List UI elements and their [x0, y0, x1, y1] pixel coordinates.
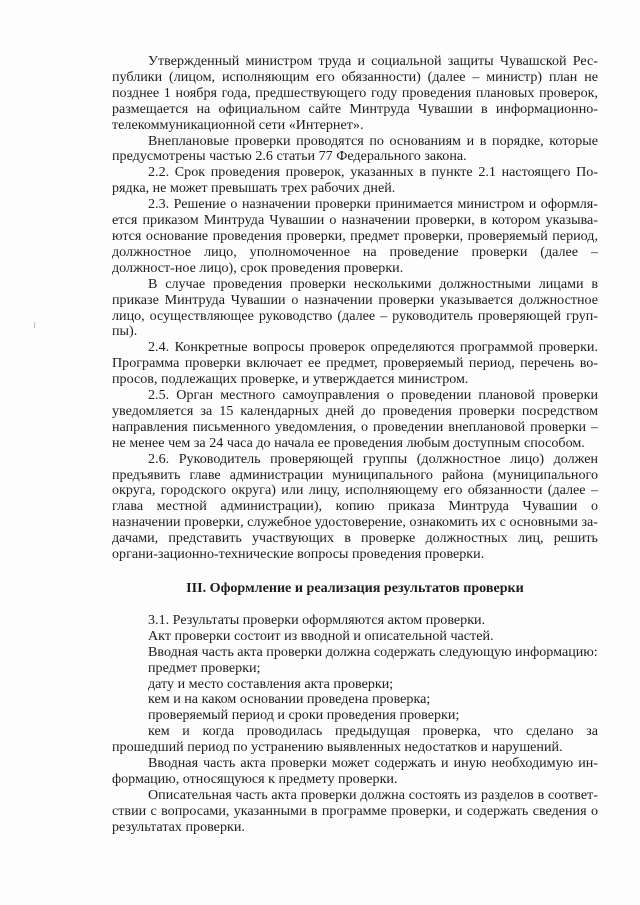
list-item-subject: предмет проверки;: [148, 659, 261, 676]
list-item-period: проверяемый период и сроки проведения проверки;: [148, 707, 460, 724]
scan-edge-mark: [34, 322, 35, 328]
paragraph-2-6: 2.6. Руководитель проверяющей группы (должностное лицо) должен предъявить главе администрации муниципального района (муниципального округа, городского округа) или лицу, исполняющему его обязанности (далее – глава местной администрации), копию приказа Минтруда Чувашии о назначении проверки, служебное удостоверение, ознакомить их с основными за-дачами, представить участвующих в проверке должностных лиц, решить органи-зационно-технические вопросы проведения проверки.: [112, 450, 598, 563]
paragraph-2-4: 2.4. Конкретные вопросы проверок определяются программой проверки. Программа проверки включает ее предмет, проверяемый период, перечень во-просов, подлежащих проверке, и утверждается министром.: [112, 339, 598, 388]
paragraph-unscheduled-inspections: Внеплановые проверки проводятся по основаниям и в порядке, которые предусмотрены частью 2.6 статьи 77 Федерального закона.: [112, 132, 598, 165]
paragraph-group-leader: В случае проведения проверки несколькими должностными лицами в приказе Минтруда Чувашии о назначении проверки указывается должностное лицо, осуществляющее руководство (далее – руководитель проверяющей груп-пы).: [112, 275, 598, 340]
list-item-basis: кем и на каком основании проведена проверка;: [148, 691, 431, 708]
paragraph-2-2: 2.2. Срок проведения проверок, указанных в пункте 2.1 настоящего По-рядка, не может превышать трех рабочих дней.: [112, 164, 598, 197]
list-item-previous-inspection: кем и когда проводилась предыдущая проверка, что сделано за прошедший период по устранению выявленных недостатков и нарушений.: [112, 723, 598, 756]
list-item-date-place: дату и место составления акта проверки;: [148, 675, 394, 692]
paragraph-2-3: 2.3. Решение о назначении проверки принимается министром и оформля-ется приказом Минтруда Чувашии о назначении проверки, в котором указыва-ются основание проведения проверки, предмет проверки, проверяемый период, должностное лицо, уполномоченное на проведение проверки (далее – должност-ное лицо), срок проведения проверки.: [112, 196, 598, 276]
section-heading: III. Оформление и реализация результатов проверки: [186, 580, 524, 596]
paragraph-plan-publication: Утвержденный министром труда и социальной защиты Чувашской Рес-публики (лицом, исполняющим его обязанности) (далее – министр) план не позднее 1 ноября года, предшествующего году проведения плановых проверок, размещается на официальном сайте Минтруда Чувашии в информационно-телекоммуникационной сети «Интернет».: [112, 53, 598, 133]
paragraph-2-5: 2.5. Орган местного самоуправления о проведении плановой проверки уведомляется за 15 календарных дней до проведения проверки посредством направления письменного уведомления, о проведении внеплановой проверки – не менее чем за 24 часа до начала ее проведения любым доступным способом.: [112, 387, 598, 451]
paragraph-3-1: 3.1. Результаты проверки оформляются актом проверки.: [148, 611, 486, 628]
paragraph-descriptive-part: Описательная часть акта проверки должна состоять из разделов в соответ-ствии с вопросами, указанными в программе проверки, и содержать сведения о результатах проверки.: [112, 786, 598, 835]
document-text: [112, 54, 598, 836]
paragraph-intro-contents: Вводная часть акта проверки должна содержать следующую информацию:: [148, 643, 598, 660]
paragraph-act-structure: Акт проверки состоит из вводной и описательной частей.: [148, 627, 494, 644]
paragraph-intro-other-info: Вводная часть акта проверки может содержать и иную необходимую ин-формацию, относящуюся к предмету проверки.: [112, 755, 598, 787]
